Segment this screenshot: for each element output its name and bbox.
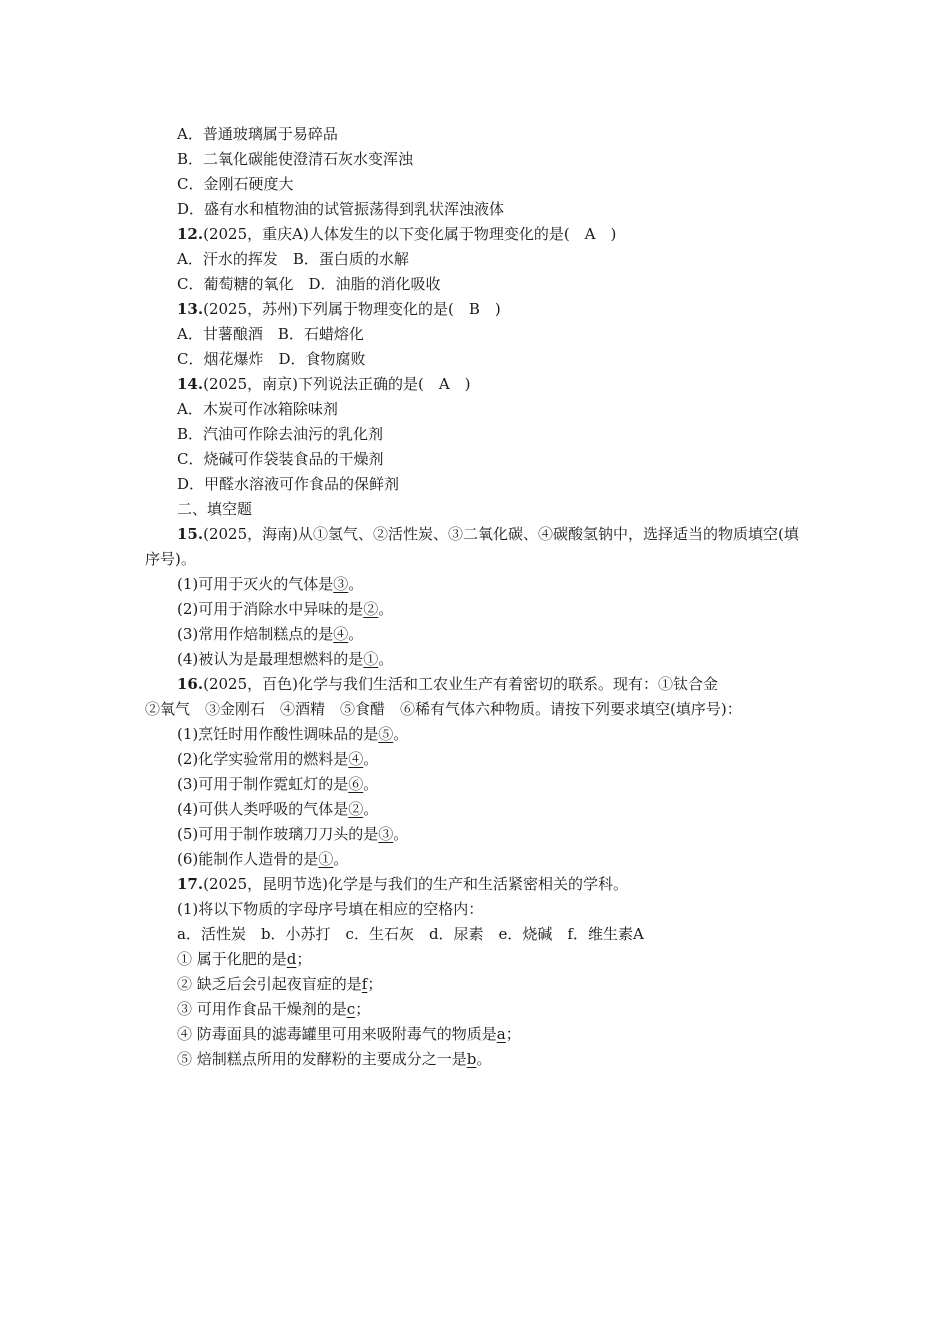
q16-answer-1: ⑤: [378, 725, 394, 743]
q12-options-1: A．汗水的挥发 B．蛋白质的水解: [177, 250, 409, 268]
q15-answer-2: ②: [363, 600, 379, 618]
q14-option-d: D．甲醛水溶液可作食品的保鲜剂: [177, 475, 400, 493]
q17-answer-5: b: [466, 1050, 477, 1068]
q14-stem: [145, 372, 810, 397]
q17-answer-4: a: [496, 1025, 506, 1043]
section-title: 二、填空题: [177, 500, 253, 518]
q16-text-1: (2025，百色)化学与我们生活和工农业生产有着密切的联系。现有：①钛合金: [203, 675, 718, 693]
q16-answer-3: ⑥: [348, 775, 364, 793]
q12-options-2: C．葡萄糖的氧化 D．油脂的消化吸收: [177, 275, 441, 293]
q14-option-c: C．烧碱可作袋装食品的干燥剂: [177, 450, 384, 468]
q17-number: 17.: [177, 875, 204, 893]
q15-answer-4: ①: [363, 650, 379, 668]
q15-item-3: (3)常用作焙制糕点的是④。: [177, 625, 364, 643]
q15-number: 15.: [177, 525, 204, 543]
q16-answer-6: ①: [318, 850, 334, 868]
q16-stem-line1: [145, 672, 810, 697]
q16-item-1: (1)烹饪时用作酸性调味品的是⑤。: [177, 725, 409, 743]
q11-option-a: A．普通玻璃属于易碎品: [177, 125, 338, 143]
q14-text: (2025，南京)下列说法正确的是( A ): [203, 375, 471, 393]
q15-item-1: (1)可用于灭火的气体是③。: [177, 575, 364, 593]
q16-item-3: (3)可用于制作霓虹灯的是⑥。: [177, 775, 379, 793]
q16-number: 16.: [177, 675, 204, 693]
q16-answer-2: ④: [348, 750, 364, 768]
q17-sub-question: (1)将以下物质的字母序号填在相应的空格内：: [177, 900, 484, 918]
question-content: [145, 122, 810, 1072]
q11-option-d: D．盛有水和植物油的试管振荡得到乳状浑浊液体: [177, 200, 505, 218]
q13-number: 13.: [177, 300, 204, 318]
q17-answer-2: f: [361, 975, 368, 993]
q11-option-c: C．金刚石硬度大: [177, 175, 294, 193]
q15-item-4: (4)被认为是最理想燃料的是①。: [177, 650, 394, 668]
q13-text: (2025，苏州)下列属于物理变化的是( B ): [203, 300, 501, 318]
q17-item-1: ① 属于化肥的是d；: [177, 950, 312, 968]
q13-stem: [145, 297, 810, 322]
q17-item-2: ② 缺乏后会引起夜盲症的是f；: [177, 975, 383, 993]
q11-option-b: B．二氧化碳能使澄清石灰水变浑浊: [177, 150, 414, 168]
q17-item-5: ⑤ 焙制糕点所用的发酵粉的主要成分之一是b。: [177, 1050, 492, 1068]
q12-stem: [145, 222, 810, 247]
q17-choices: a．活性炭 b．小苏打 c．生石灰 d．尿素 e．烧碱 f．维生素A: [177, 925, 644, 943]
q17-text: (2025，昆明节选)化学是与我们的生产和生活紧密相关的学科。: [203, 875, 628, 893]
q16-stem-line2: ②氧气 ③金刚石 ④酒精 ⑤食醋 ⑥稀有气体六种物质。请按下列要求填空(填序号)：: [145, 700, 742, 718]
q15-item-2: (2)可用于消除水中异味的是②。: [177, 600, 394, 618]
q13-options-2: C．烟花爆炸 D．食物腐败: [177, 350, 366, 368]
q15-answer-3: ④: [333, 625, 349, 643]
q12-number: 12.: [177, 225, 204, 243]
q13-options-1: A．甘薯酿酒 B．石蜡熔化: [177, 325, 364, 343]
q16-item-5: (5)可用于制作玻璃刀刀头的是③。: [177, 825, 409, 843]
q17-item-3: ③ 可用作食品干燥剂的是c；: [177, 1000, 371, 1018]
q14-option-b: B．汽油可作除去油污的乳化剂: [177, 425, 384, 443]
q15-stem: [145, 522, 810, 572]
q17-answer-1: d: [286, 950, 297, 968]
q17-answer-3: c: [346, 1000, 356, 1018]
q17-stem: [145, 872, 810, 897]
q16-item-2: (2)化学实验常用的燃料是④。: [177, 750, 379, 768]
q16-item-4: (4)可供人类呼吸的气体是②。: [177, 800, 379, 818]
q14-option-a: A．木炭可作冰箱除味剂: [177, 400, 338, 418]
q15-answer-1: ③: [333, 575, 349, 593]
q16-answer-4: ②: [348, 800, 364, 818]
q16-item-6: (6)能制作人造骨的是①。: [177, 850, 349, 868]
q17-item-4: ④ 防毒面具的滤毒罐里可用来吸附毒气的物质是a；: [177, 1025, 521, 1043]
q16-answer-5: ③: [378, 825, 394, 843]
q15-text: (2025，海南)从①氢气、②活性炭、③二氧化碳、④碳酸氢钠中，选择适当的物质填空(填序号)。: [145, 525, 799, 568]
q14-number: 14.: [177, 375, 204, 393]
q12-text: (2025，重庆A)人体发生的以下变化属于物理变化的是( A ): [203, 225, 617, 243]
